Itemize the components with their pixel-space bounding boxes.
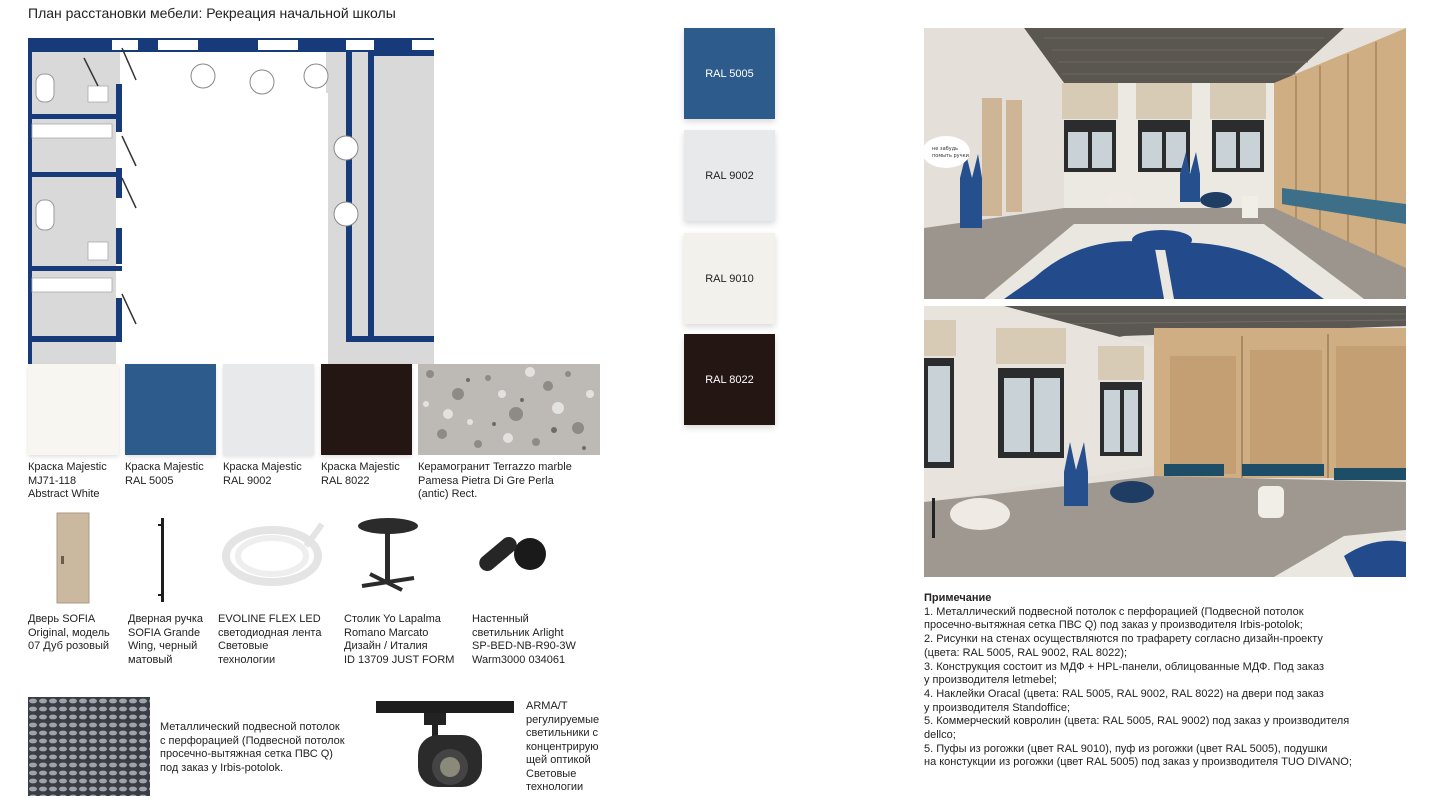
- material-label: Краска Majestic RAL 5005: [125, 461, 204, 487]
- interior-render-2: [924, 306, 1406, 577]
- ceiling-label: Металлический подвесной потолок с перфорацией (Подвесной потолок просечно-вытяжная сетка ПВС Q) под заказ у Irbis-potolok.: [160, 721, 345, 774]
- note-item: 3. Конструкция состоит из МДФ + HPL-панели, облицованные МДФ. Под заказ у производителя letmebel;: [924, 660, 1325, 687]
- product-label: Дверь SOFIA Original, модель 07 Дуб розовый: [28, 613, 110, 652]
- swatch-terrazzo: [418, 364, 600, 455]
- swatch-ral-8022: [321, 364, 412, 455]
- notes-block: [924, 592, 1424, 770]
- wall-sign-text: не забудь: [932, 146, 959, 152]
- wall-lamp-icon: [478, 526, 550, 582]
- swatch-abstract-white: [28, 364, 119, 455]
- page-title: План расстановки мебели: Рекреация начальной школы: [28, 5, 396, 21]
- ral-code: RAL 9002: [705, 169, 754, 182]
- led-strip-icon: [222, 520, 324, 586]
- door-handle-icon: [156, 516, 170, 604]
- material-label: Керамогранит Terrazzo marble Pamesa Pietra Di Gre Perla (antic) Rect.: [418, 461, 572, 500]
- note-item: 5. Пуфы из рогожки (цвет RAL 9010), пуф из рогожки (цвет RAL 5005), подушки на констукции из рогожки (цвет RAL 5005) под заказ у производителя TUO DIVANO;: [924, 742, 1352, 769]
- material-label: Краска Majestic RAL 9002: [223, 461, 302, 487]
- floor-plan: [28, 28, 434, 364]
- note-item: 1. Металлический подвесной потолок с перфорацией (Подвесной потолок просечно-вытяжная сетка ПВС Q) под заказ у производителя Irbis-potolok;: [924, 605, 1304, 632]
- ral-code: RAL 8022: [705, 373, 754, 386]
- interior-render-1: [924, 28, 1406, 299]
- ral-swatch-8022: [684, 334, 775, 425]
- ral-swatch-9002: [684, 130, 775, 221]
- material-label: Краска Majestic MJ71-118 Abstract White: [28, 461, 107, 500]
- svg-text:не забудь помыть ручки: не забудь помыть ручки: [932, 146, 969, 159]
- note-item: 2. Рисунки на стенах осуществляются по трафарету согласно дизайн-проекту (цвета: RAL 5005, RAL 9002, RAL 8022);: [924, 633, 1323, 659]
- product-label: EVOLINE FLEX LED светодиодная лента Световые технологии: [218, 613, 322, 666]
- door-icon: [56, 512, 90, 604]
- ral-code: RAL 5005: [705, 67, 754, 80]
- swatch-ral-9002: [223, 364, 314, 455]
- ral-code: RAL 9010: [705, 272, 754, 285]
- note-item: 4. Наклейки Oracal (цвета: RAL 5005, RAL 9002, RAL 8022) на двери под заказ у производителя Standoffice;: [924, 687, 1324, 714]
- material-label: Краска Majestic RAL 8022: [321, 461, 400, 487]
- spotlight-label: ARMA/T регулируемые светильники с концентрирую щей оптикой Световые технологии: [526, 700, 600, 793]
- product-label: Настенный светильник Arlight SP-BED-NB-R90-3W Warm3000 034061: [472, 613, 576, 666]
- notes-heading: Примечание: [924, 592, 992, 604]
- spotlight-icon: [376, 697, 514, 797]
- product-label: Столик Yo Lapalma Romano Marcato Дизайн / Италия ID 13709 JUST FORM: [344, 613, 455, 666]
- ral-swatch-9010: [684, 233, 775, 324]
- note-item: 5. Коммерческий ковролин (цвета: RAL 5005, RAL 9002) под заказ у производителя dellco;: [924, 715, 1350, 742]
- ral-swatch-5005: [684, 28, 775, 119]
- ceiling-mesh-swatch: [28, 697, 150, 796]
- swatch-ral-5005: [125, 364, 216, 455]
- product-label: Дверная ручка SOFIA Grande Wing, черный матовый: [128, 613, 204, 666]
- side-table-icon: [352, 516, 424, 596]
